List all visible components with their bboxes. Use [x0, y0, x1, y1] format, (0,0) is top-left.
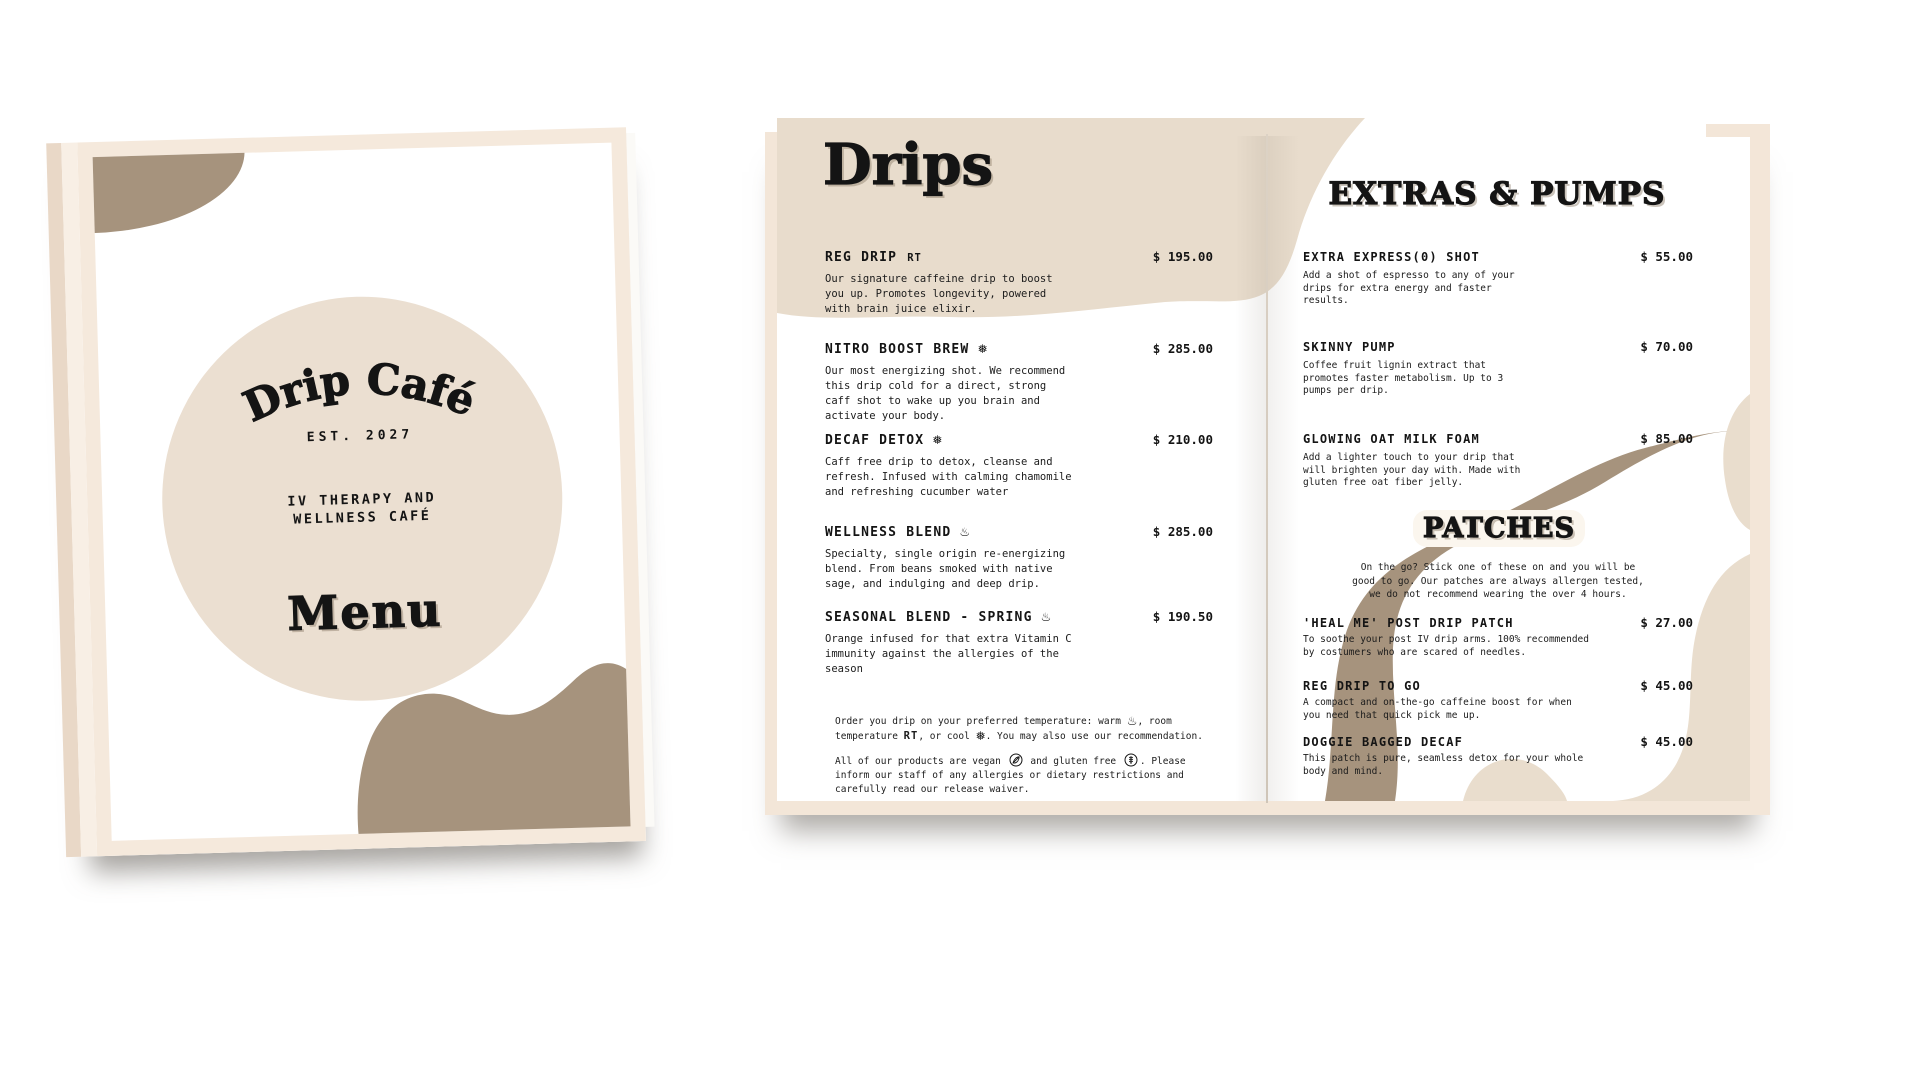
item-name: DECAF DETOX — [825, 433, 925, 448]
dietary-note-text: and gluten free — [1030, 756, 1117, 767]
menu-item — [825, 249, 1213, 317]
temperature-note-text: Order you drip on your preferred temperature: warm — [835, 716, 1121, 727]
item-description: To soothe your post IV drip arms. 100% recommended by costumers who are scared of needles. — [1303, 634, 1589, 658]
extras-section-title: EXTRAS & PUMPS — [1328, 176, 1666, 212]
item-name: EXTRA EXPRESS(0) SHOT — [1303, 250, 1480, 264]
menu-item — [825, 341, 1213, 424]
item-price: $ 27.00 — [1640, 615, 1693, 630]
item-description: Add a shot of espresso to any of your drips for extra energy and faster results. — [1303, 270, 1515, 306]
cold-icon: ❅ — [932, 433, 943, 447]
menu-item — [825, 524, 1213, 592]
item-description: This patch is pure, seamless detox for your whole body and mind. — [1303, 753, 1584, 777]
cold-icon: ❅ — [977, 342, 988, 356]
item-price: $ 70.00 — [1640, 339, 1693, 354]
spread-left-edge — [765, 132, 777, 815]
vegan-icon — [1009, 753, 1023, 767]
item-price: $ 190.50 — [1152, 609, 1213, 624]
cover-title: Menu — [286, 582, 444, 641]
dietary-note — [835, 753, 1215, 797]
tagline-line-2: WELLNESS CAFÉ — [292, 507, 432, 528]
menu-item — [825, 432, 1213, 500]
menu-item — [1303, 615, 1693, 659]
patches-section-badge — [1413, 510, 1585, 547]
spread-right-edge — [1750, 124, 1770, 815]
warm-icon: ♨ — [1126, 714, 1138, 728]
menu-item — [1303, 249, 1693, 308]
bottom-blob-shape — [290, 648, 633, 837]
dietary-note-text: . Please inform our staff of any allergies or dietary restrictions and carefully read our release waiver. — [835, 756, 1186, 795]
menu-item — [1303, 678, 1693, 722]
fold-shadow-right — [1268, 136, 1299, 801]
fold-shadow-left — [1235, 136, 1266, 801]
menu-item — [1303, 339, 1693, 398]
item-description: Our most energizing shot. We recommend this drip cold for a direct, strong caff shot to wake up you brain and activate your body. — [825, 365, 1066, 422]
patches-section-title: PATCHES — [1423, 513, 1575, 544]
cover-logo-circle — [156, 291, 567, 706]
room-temp-badge: RT — [907, 252, 922, 264]
beige-top-right-wedge — [1723, 394, 1750, 530]
item-name: WELLNESS BLEND — [825, 525, 952, 540]
item-description: Orange infused for that extra Vitamin C immunity against the allergies of the season — [825, 633, 1072, 675]
established-year: EST. 2027 — [306, 427, 414, 446]
warm-icon: ♨ — [1040, 610, 1052, 624]
svg-text:Drip Café: Drip Café — [235, 354, 482, 432]
cover-face — [77, 127, 646, 856]
item-name: SKINNY PUMP — [1303, 340, 1396, 354]
item-name: 'HEAL ME' POST DRIP PATCH — [1303, 616, 1514, 630]
spread-bottom-edge — [765, 801, 1770, 815]
item-description: Add a lighter touch to your drip that will brighten your day with. Made with gluten free oat fiber jelly. — [1303, 452, 1521, 488]
item-price: $ 45.00 — [1640, 678, 1693, 693]
item-price: $ 45.00 — [1640, 734, 1693, 749]
item-price: $ 55.00 — [1640, 249, 1693, 264]
item-name: NITRO BOOST BREW — [825, 342, 970, 357]
item-price: $ 85.00 — [1640, 431, 1693, 446]
temperature-note-text: , or cool — [918, 731, 970, 742]
item-price: $ 285.00 — [1152, 341, 1213, 356]
open-menu-spread — [765, 124, 1770, 815]
item-price: $ 195.00 — [1152, 249, 1213, 264]
item-name: SEASONAL BLEND - SPRING — [825, 610, 1033, 625]
item-name: DOGGIE BAGGED DECAF — [1303, 735, 1464, 749]
item-description: Caff free drip to detox, cleanse and refresh. Infused with calming chamomile and refreshing cucumber water — [825, 456, 1072, 498]
item-name: REG DRIP TO GO — [1303, 679, 1421, 693]
menu-cover-book — [46, 127, 646, 857]
corner-blob-shape — [91, 151, 247, 233]
drips-section-title: Drips — [823, 132, 994, 198]
room-temp-badge: RT — [903, 730, 919, 742]
cover-tagline — [162, 485, 563, 532]
temperature-note-text: . You may also use our recommendation. — [985, 731, 1203, 742]
cold-icon: ❅ — [975, 729, 986, 743]
menu-item — [1303, 431, 1693, 490]
item-price: $ 210.00 — [1152, 432, 1213, 447]
ordering-notes — [835, 714, 1215, 797]
temperature-note-text: , room temperature — [835, 716, 1172, 742]
temperature-note — [835, 714, 1215, 744]
item-name: REG DRIP — [825, 250, 898, 265]
dietary-note-text: All of our products are vegan — [835, 756, 1001, 767]
item-description: A compact and on-the-go caffeine boost for when you need that quick pick me up. — [1303, 697, 1572, 721]
patches-intro-text: On the go? Stick one of these on and you will be good to go. Our patches are always allergen tested, we do not recommend wearing the over 4 hours. — [1352, 562, 1644, 600]
center-fold — [1266, 134, 1268, 803]
item-price: $ 285.00 — [1152, 524, 1213, 539]
tagline-line-1: IV THERAPY AND — [287, 489, 437, 510]
item-description: Specialty, single origin re-energizing blend. From beans smoked with native sage, and indulging and deep drip. — [825, 548, 1066, 590]
menu-item — [825, 609, 1213, 677]
item-description: Coffee fruit lignin extract that promotes faster metabolism. Up to 3 pumps per drip. — [1303, 360, 1504, 396]
gluten-free-icon — [1124, 753, 1138, 767]
menu-item — [1303, 734, 1693, 778]
item-description: Our signature caffeine drip to boost you up. Promotes longevity, powered with brain juice elixir. — [825, 273, 1053, 315]
warm-icon: ♨ — [959, 525, 971, 539]
item-name: GLOWING OAT MILK FOAM — [1303, 432, 1480, 446]
